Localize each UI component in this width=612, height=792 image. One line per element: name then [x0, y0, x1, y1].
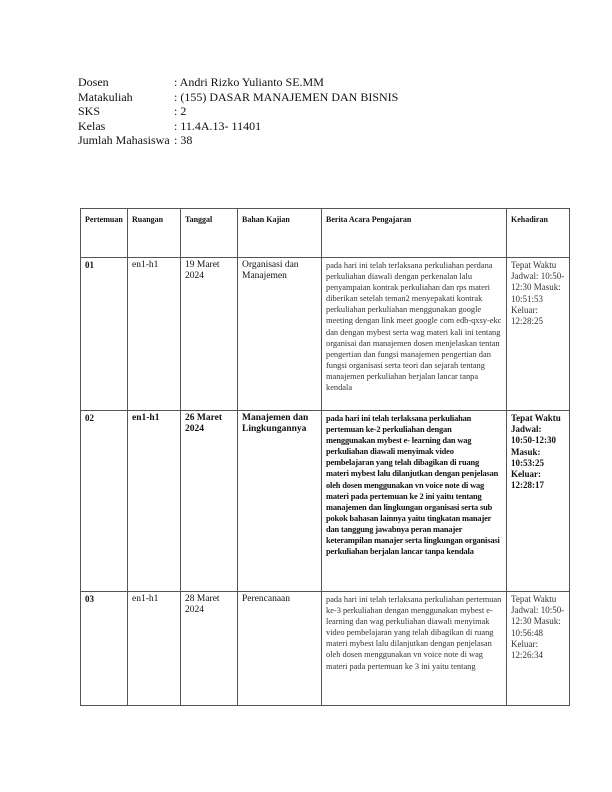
kehadiran-cell: Tepat Waktu Jadwal: 10:50-12:30 Masuk: 10:51:53 Keluar: 12:28:25	[507, 258, 570, 411]
bahan-kajian-cell: Organisasi dan Manajemen	[238, 258, 322, 411]
bahan-kajian-cell: Perencanaan	[238, 592, 322, 706]
table-row	[81, 592, 570, 706]
table-header-row	[81, 209, 570, 258]
ruangan-cell: en1-h1	[128, 258, 181, 411]
sks-label: SKS	[78, 104, 101, 118]
table-row	[81, 258, 570, 411]
berita-acara-cell: pada hari ini telah terlaksana perkuliahan pertemuan ke-2 perkuliahan dengan menggunakan mybest e- learning dan wag perkuliahan diawali menyimak video pembelajaran yang telah dibagikan di ruang materi mybest lalu dilanjutkan dengan penjelasan oleh dosen menggunakan vn voice note di wag materi pada pertemuan ke 2 ini yaitu tentang manajemen dan lingkungan organisasi serta sub pokok bahasan lainnya yaitu tingkatan manajer dan tanggung jawabnya peran manajer keterampilan manajer serta lingkungan organisasi perkuliahan berjalan lancar tanpa kendala	[322, 411, 507, 592]
tanggal-cell: 28 Maret 2024	[181, 592, 238, 706]
kelas-value: : 11.4A.13- 11401	[174, 118, 262, 133]
kehadiran-cell: Tepat Waktu Jadwal: 10:50-12:30 Masuk: 10:53:25 Keluar: 12:28:17	[507, 411, 570, 592]
dosen-label: Dosen	[78, 75, 109, 89]
ruangan-cell: en1-h1	[128, 592, 181, 706]
matakuliah-value: : (155) DASAR MANAJEMEN DAN BISNIS	[174, 89, 399, 104]
matakuliah-label: Matakuliah	[78, 89, 133, 104]
jumlah-mahasiswa-label: Jumlah Mahasiswa	[78, 133, 170, 147]
matakuliah-row	[78, 90, 398, 105]
jumlah-mahasiswa-value: : 38	[174, 133, 193, 147]
header-pertemuan: Pertemuan	[81, 209, 128, 258]
tanggal-cell: 19 Maret 2024	[181, 258, 238, 411]
kehadiran-cell: Tepat Waktu Jadwal: 10:50-12:30 Masuk: 10:56:48 Keluar: 12:26:34	[507, 592, 570, 706]
sks-value: : 2	[174, 104, 187, 118]
ruangan-cell: en1-h1	[128, 411, 181, 592]
berita-acara-cell: pada hari ini telah terlaksana perkuliahan pertemuan ke-3 perkuliahan dengan menggunakan mybest e- learning dan wag perkuliahan diawali menyimak video pembelajaran yang telah dibagikan di ruang materi mybest lalu dilanjutkan dengan penjelasan oleh dosen menggunakan vn voice note di wag materi pada pertemuan ke 3 ini yaitu tentang	[322, 592, 507, 706]
tanggal-cell: 26 Maret 2024	[181, 411, 238, 592]
header-berita-acara: Berita Acara Pengajaran	[322, 209, 507, 258]
header-bahan-kajian: Bahan Kajian	[238, 209, 322, 258]
kelas-label: Kelas	[78, 118, 106, 133]
course-info	[78, 75, 398, 148]
pertemuan-number: 01	[81, 258, 128, 411]
dosen-row	[78, 75, 398, 90]
jumlah-mahasiswa-row	[78, 133, 398, 148]
pertemuan-number: 02	[81, 411, 128, 592]
sks-row	[78, 104, 398, 119]
header-tanggal: Tanggal	[181, 209, 238, 258]
table-row	[81, 411, 570, 592]
header-kehadiran: Kehadiran	[507, 209, 570, 258]
bahan-kajian-cell: Manajemen dan Lingkungannya	[238, 411, 322, 592]
header-ruangan: Ruangan	[128, 209, 181, 258]
berita-acara-cell: pada hari ini telah terlaksana perkuliahan perdana perkuliahan diawali dengan perkenalan lalu penyampaian kontrak perkuliahan dan rps materi diberikan setelah teman2 menyepakati kontrak perkuliahan perkuliahan menggunakan google meeting dengan link meet google com edb-qxsy-ekc dan dengan mybest serta wag materi kali ini tentang organisai dan manajemen dosen menjelaskan tentan pengertian dan fungsi manajemen pengertian dan fungsi organisasi serta teori dan sejarah tentang manajemen perkuliahan berjalan lancar tanpa kendala	[322, 258, 507, 411]
kelas-row	[78, 119, 398, 134]
dosen-value: : Andri Rizko Yulianto SE.MM	[174, 75, 324, 89]
lecture-report-table	[80, 208, 570, 706]
pertemuan-number: 03	[81, 592, 128, 706]
